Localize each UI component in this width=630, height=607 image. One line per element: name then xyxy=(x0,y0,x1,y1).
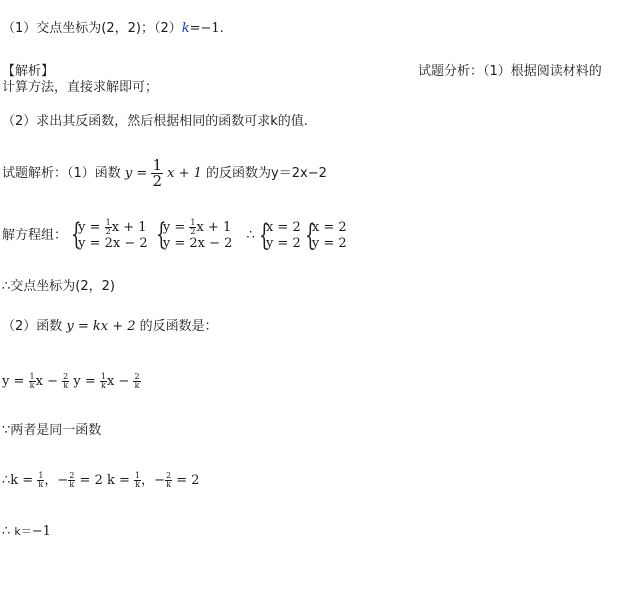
final-line xyxy=(2,523,51,541)
solution-b-row1: x = 2 xyxy=(311,219,347,235)
row-post: x + 1 xyxy=(111,220,147,235)
analysis-part2: （2）求出其反函数，然后根据相同的函数可求k的值. xyxy=(2,114,308,129)
part2-func: y = kx + 2 xyxy=(66,319,136,334)
frac-num: 1 xyxy=(152,156,162,174)
system-a-row1 xyxy=(78,219,148,236)
answer-part2: =−1. xyxy=(189,21,224,36)
frac-den: k xyxy=(69,480,75,489)
frac-num: 1 xyxy=(190,218,196,227)
eq-mid: = 2 k = xyxy=(75,473,135,488)
frac-num: 1 xyxy=(38,471,44,480)
inv2-pre: y = xyxy=(73,374,100,389)
frac-num: 2 xyxy=(166,471,172,480)
eq-end: = 2 xyxy=(172,473,200,488)
answer-k-symbol: k xyxy=(181,21,190,36)
system-label: 解方程组： xyxy=(2,228,68,243)
left-brace-icon: { xyxy=(304,217,316,253)
system-a-row2: y = 2x − 2 xyxy=(78,236,148,251)
solution-a xyxy=(258,217,301,253)
part2-label-pre: （2）函数 xyxy=(2,319,67,334)
frac-den: k xyxy=(134,381,140,390)
inv2-frac2 xyxy=(133,373,140,390)
frac-den: k xyxy=(135,480,140,489)
inv2-mid: x − xyxy=(106,374,134,389)
frac-den: 2 xyxy=(190,227,196,236)
inv1-frac1 xyxy=(29,373,36,390)
frac-den: k xyxy=(38,480,44,489)
answer-line xyxy=(2,20,224,38)
solution-func-y: y xyxy=(124,166,133,181)
frac-num: 2 xyxy=(134,372,140,381)
final-k: k＝ xyxy=(14,525,32,538)
solution-func-fraction xyxy=(151,158,163,189)
row-pre: y = xyxy=(162,220,190,235)
analysis-intro-cont: 计算方法，直接求解即可； xyxy=(2,80,159,95)
intersection-line: ∴交点坐标为(2，2) xyxy=(2,279,115,294)
solution-a-row2: y = 2 xyxy=(265,235,301,251)
inv1-frac2 xyxy=(62,373,69,390)
analysis-intro-right: 试题分析：（1）根据阅读材料的 xyxy=(418,64,602,79)
solution-label: 试题解析：（1）函数 xyxy=(2,166,121,181)
frac-den: 2 xyxy=(105,227,111,236)
row-fraction xyxy=(105,219,112,236)
final-value: −1 xyxy=(31,524,51,539)
system-a xyxy=(71,219,148,252)
left-brace-icon: { xyxy=(258,217,270,253)
system-line xyxy=(2,216,347,256)
same-function-line: ∵两者是同一函数 xyxy=(2,423,102,438)
frac-num: 1 xyxy=(105,218,111,227)
equation-line xyxy=(2,465,200,497)
final-symbol: ∴ xyxy=(2,524,15,539)
frac-num: 2 xyxy=(63,372,69,381)
answer-part1: （1）交点坐标为(2，2)；（2） xyxy=(2,21,182,36)
left-brace-icon: { xyxy=(71,217,82,252)
solution-func-rest: x + 1 xyxy=(167,166,202,181)
frac-num: 1 xyxy=(135,471,141,480)
frac-den: k xyxy=(63,381,69,390)
row-post: x + 1 xyxy=(196,220,232,235)
solution-inverse-text: 的反函数为y＝2x−2 xyxy=(206,166,327,181)
frac-num: 1 xyxy=(100,372,106,381)
eq-sep1: ，− xyxy=(44,473,69,488)
therefore-symbol: ∴ xyxy=(246,228,255,243)
analysis-heading: 【解析】 xyxy=(2,64,55,79)
system-b-row2: y = 2x − 2 xyxy=(162,236,233,251)
part2-label-post: 的反函数是： xyxy=(135,319,218,334)
solution-a-row1: x = 2 xyxy=(265,219,301,235)
system-b-row1 xyxy=(163,219,233,236)
frac-den: k xyxy=(100,381,106,390)
inv2-frac1 xyxy=(100,373,107,390)
frac-den: 2 xyxy=(152,172,162,190)
part2-function-line xyxy=(2,318,218,336)
frac-num: 2 xyxy=(69,471,75,480)
inverse-line xyxy=(2,366,141,398)
frac-den: k xyxy=(166,480,171,489)
solution-func-eq: = xyxy=(132,166,152,181)
solution-function-line xyxy=(2,155,327,193)
left-brace-icon: { xyxy=(155,217,167,252)
eq-sep2: ，− xyxy=(141,473,166,488)
row-pre: y = xyxy=(78,220,105,235)
system-b xyxy=(156,219,233,252)
solution-b-row2: y = 2 xyxy=(311,235,347,251)
inv1-pre: y = xyxy=(2,374,29,389)
frac-den: k xyxy=(29,381,35,390)
eq-pre: ∴k = xyxy=(2,473,38,488)
solution-b xyxy=(304,217,347,253)
inv1-mid: x − xyxy=(35,374,63,389)
frac-num: 1 xyxy=(29,372,35,381)
